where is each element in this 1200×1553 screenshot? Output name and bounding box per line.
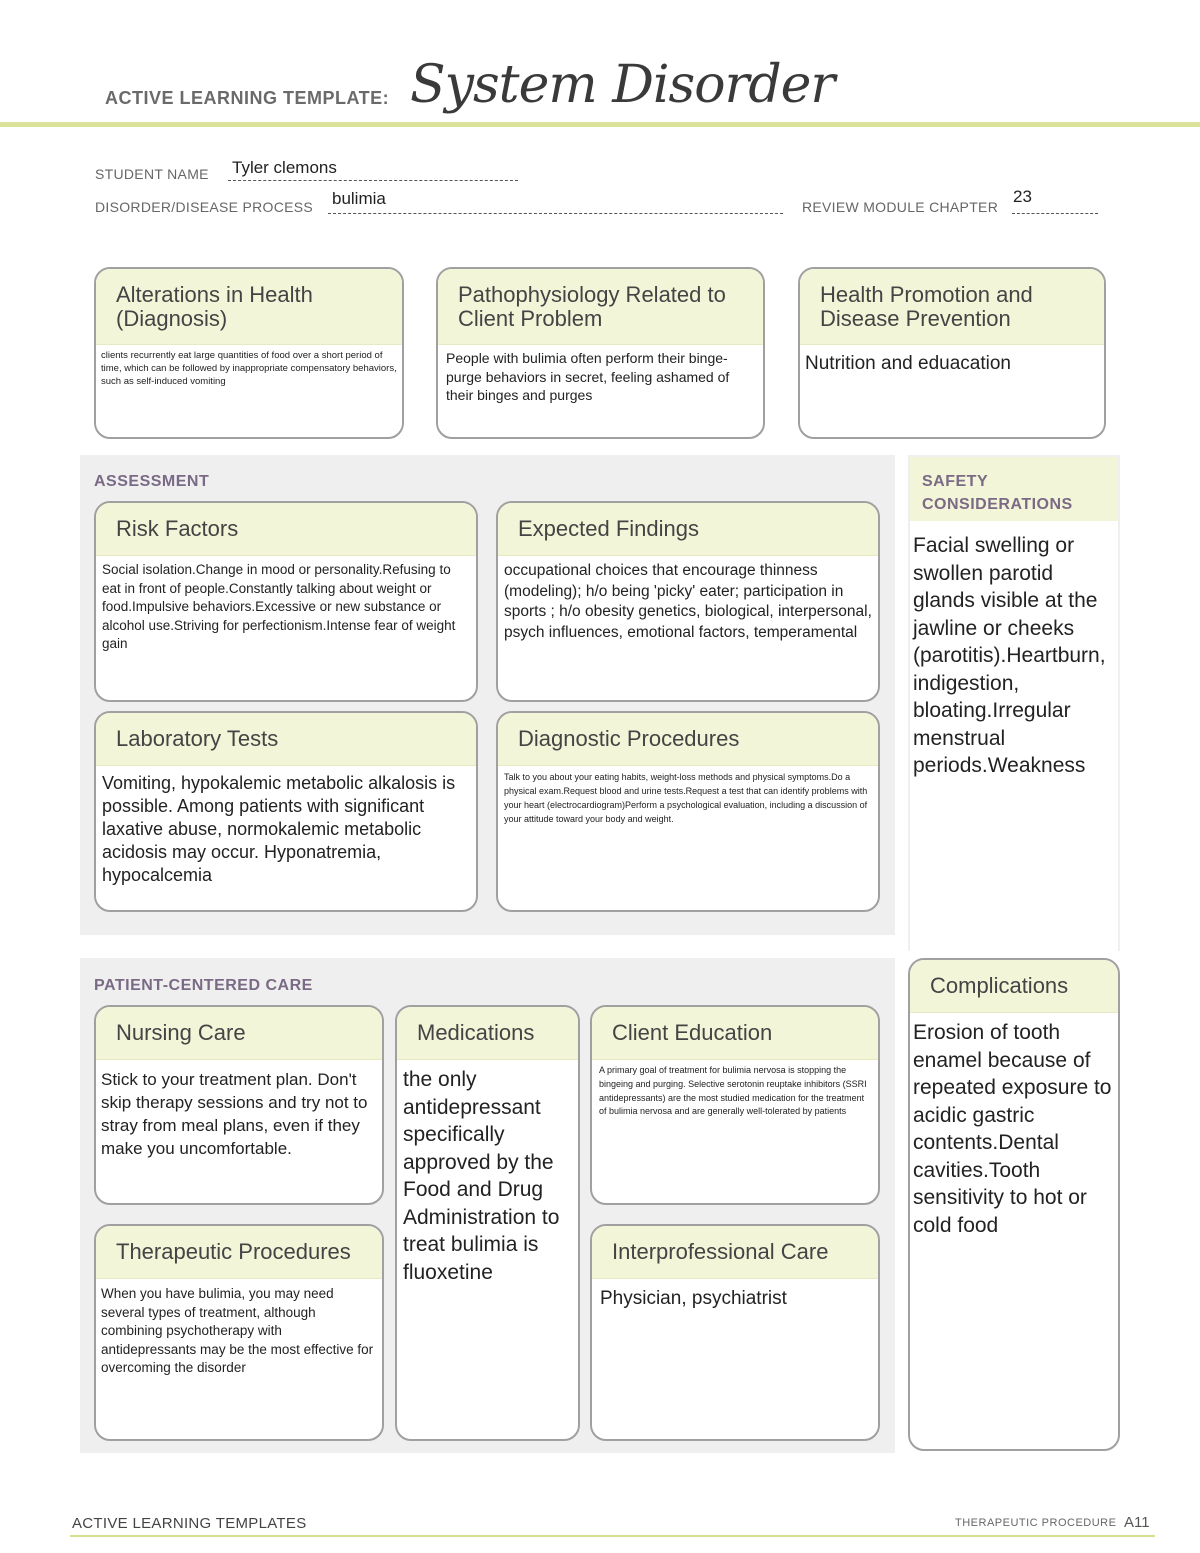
header-divider bbox=[0, 122, 1200, 127]
template-label: ACTIVE LEARNING TEMPLATE: bbox=[105, 88, 390, 108]
therapeutic-procedures-title: Therapeutic Procedures bbox=[96, 1226, 382, 1279]
expected-findings-box bbox=[496, 501, 880, 702]
therapeutic-procedures-box bbox=[94, 1224, 384, 1441]
assessment-heading: ASSESSMENT bbox=[94, 473, 210, 490]
disorder-label: DISORDER/DISEASE PROCESS bbox=[95, 199, 314, 215]
health-promotion-title: Health Promotion and Disease Prevention bbox=[800, 269, 1104, 345]
alterations-box bbox=[94, 267, 404, 439]
laboratory-tests-box bbox=[94, 711, 478, 912]
pathophysiology-box bbox=[436, 267, 765, 439]
interprofessional-care-box bbox=[590, 1224, 880, 1441]
health-promotion-text[interactable]: Nutrition and eduacation bbox=[805, 353, 1011, 374]
client-education-box bbox=[590, 1005, 880, 1205]
alterations-text[interactable]: clients recurrently eat large quantities of food over a short period of time, which can be followed by inappropriate compensatory behaviors, such as self-induced vomiting bbox=[101, 350, 397, 387]
footer-section-name: THERAPEUTIC PROCEDURE bbox=[955, 1517, 1117, 1529]
nursing-care-text[interactable]: Stick to your treatment plan. Don't skip therapy sessions and try not to stray from meal plans, even if they make you uncomfortable. bbox=[101, 1070, 368, 1158]
client-education-text[interactable]: A primary goal of treatment for bulimia nervosa is stopping the bingeing and purging. Selective serotonin reuptake inhibitors (SSRI antidepressants) are the most studied medication for the treatment of bulimia nervosa and are generally well-tolerated by patients bbox=[599, 1065, 867, 1117]
patient-care-heading: PATIENT-CENTERED CARE bbox=[94, 977, 313, 994]
interprofessional-care-text[interactable]: Physician, psychiatrist bbox=[600, 1288, 787, 1309]
diagnostic-procedures-title: Diagnostic Procedures bbox=[498, 713, 878, 766]
chapter-underline bbox=[1012, 213, 1098, 214]
page-number: A11 bbox=[1124, 1514, 1150, 1531]
page-title: System Disorder bbox=[410, 55, 835, 115]
expected-findings-title: Expected Findings bbox=[498, 503, 878, 556]
student-name-underline bbox=[228, 180, 518, 181]
therapeutic-procedures-text[interactable]: When you have bulimia, you may need several types of treatment, although combining psychotherapy with antidepressants may be the most effective for overcoming the disorder bbox=[101, 1286, 374, 1375]
safety-text[interactable]: Facial swelling or swollen parotid glands visible at the jawline or cheeks (parotitis).Heartburn, indigestion, bloating.Irregular menstrual periods.Weakness bbox=[913, 534, 1106, 777]
nursing-care-box bbox=[94, 1005, 384, 1205]
complications-title: Complications bbox=[910, 960, 1118, 1013]
expected-findings-text[interactable]: occupational choices that encourage thinness (modeling); h/o being 'picky' eater; participation in sports ; h/o obesity genetics, biological, interpersonal, psych influences, emotional factors, temperamental bbox=[504, 562, 872, 641]
client-education-title: Client Education bbox=[592, 1007, 878, 1060]
medications-title: Medications bbox=[397, 1007, 578, 1060]
laboratory-tests-title: Laboratory Tests bbox=[96, 713, 476, 766]
laboratory-tests-text[interactable]: Vomiting, hypokalemic metabolic alkalosis is possible. Among patients with significant laxative abuse, normokalemic metabolic acidosis may occur. Hyponatremia, hypocalcemia bbox=[102, 773, 456, 885]
disorder-underline bbox=[328, 213, 783, 214]
student-name-field[interactable]: Tyler clemons bbox=[232, 158, 337, 177]
medications-text[interactable]: the only antidepressant specifically approved by the Food and Drug Administration to treat bulimia is fluoxetine bbox=[403, 1068, 560, 1284]
complications-box bbox=[908, 958, 1120, 1451]
pathophysiology-text[interactable]: People with bulimia often perform their binge-purge behaviors in secret, feeling ashamed of their binges and purges bbox=[446, 350, 730, 403]
interprofessional-care-title: Interprofessional Care bbox=[592, 1226, 878, 1279]
diagnostic-procedures-box bbox=[496, 711, 880, 912]
alterations-title: Alterations in Health (Diagnosis) bbox=[96, 269, 402, 345]
footer-divider bbox=[70, 1535, 1155, 1537]
chapter-label: REVIEW MODULE CHAPTER bbox=[802, 199, 999, 215]
safety-heading: SAFETY CONSIDERATIONS bbox=[922, 473, 1073, 513]
pathophysiology-title: Pathophysiology Related to Client Problem bbox=[438, 269, 763, 345]
diagnostic-procedures-text[interactable]: Talk to you about your eating habits, weight-loss methods and physical symptoms.Do a physical exam.Request blood and urine tests.Request a test that can identify problems with your heart (electrocardiogram)Perform a psychological evaluation, including a discussion of your attitude toward your body and weight. bbox=[504, 772, 868, 824]
complications-text[interactable]: Erosion of tooth enamel because of repeated exposure to acidic gastric contents.Dental cavities.Tooth sensitivity to hot or cold food bbox=[913, 1021, 1112, 1237]
risk-factors-title: Risk Factors bbox=[96, 503, 476, 556]
student-name-label: STUDENT NAME bbox=[95, 166, 209, 182]
disorder-field[interactable]: bulimia bbox=[332, 189, 386, 208]
medications-box bbox=[395, 1005, 580, 1441]
health-promotion-box bbox=[798, 267, 1106, 439]
footer-left-text: ACTIVE LEARNING TEMPLATES bbox=[72, 1515, 307, 1532]
risk-factors-text[interactable]: Social isolation.Change in mood or personality.Refusing to eat in front of people.Constantly talking about weight or food.Impulsive behaviors.Excessive or new substance or alcohol use.Striving for perfectionism.Intense fear of weight gain bbox=[102, 562, 456, 651]
nursing-care-title: Nursing Care bbox=[96, 1007, 382, 1060]
risk-factors-box bbox=[94, 501, 478, 702]
chapter-field[interactable]: 23 bbox=[1013, 187, 1032, 206]
